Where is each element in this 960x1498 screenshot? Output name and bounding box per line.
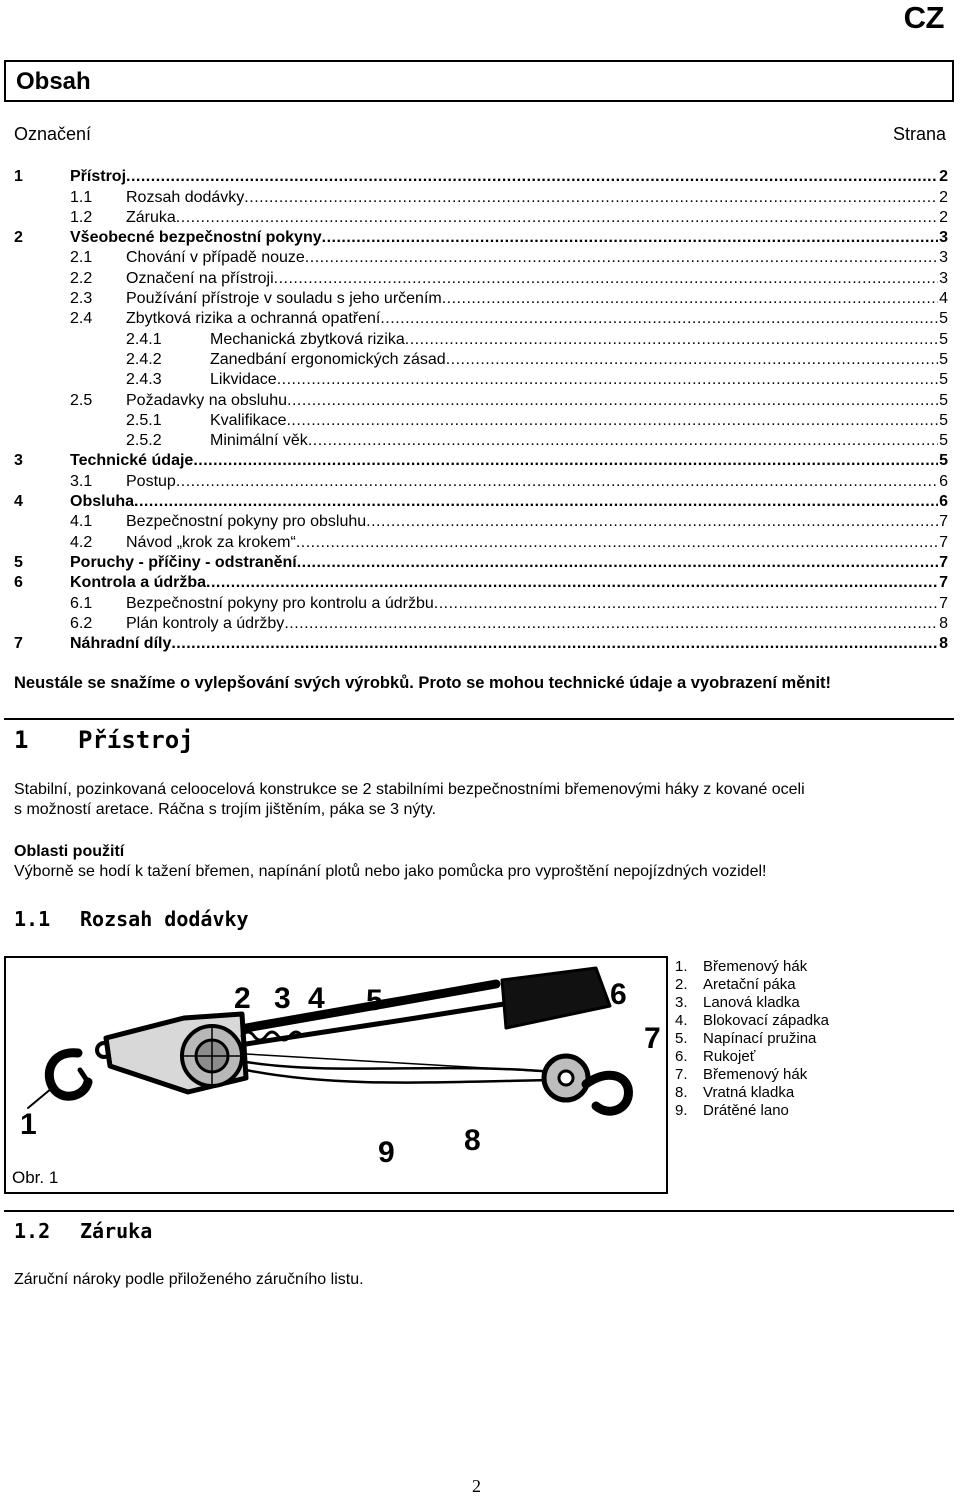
toc-entry-label: Zanedbání ergonomických zásad	[210, 350, 446, 368]
toc-entry-number: 2.5	[70, 391, 93, 409]
toc-dot-leader	[380, 309, 938, 328]
table-of-contents	[14, 166, 948, 653]
section-divider	[4, 1210, 954, 1212]
legend-item-number: 1.	[675, 958, 688, 975]
toc-entry-page: 3	[939, 269, 948, 287]
toc-entry[interactable]	[14, 511, 948, 531]
toc-entry-number: 7	[14, 635, 23, 653]
toc-entry-page: 5	[939, 330, 948, 348]
toc-dot-leader	[442, 289, 938, 308]
toc-entry[interactable]	[14, 531, 948, 551]
toc-dot-leader	[434, 594, 938, 613]
toc-dot-leader	[277, 370, 938, 389]
toc-entry-number: 1.1	[70, 188, 93, 206]
section-1-title: Přístroj	[78, 726, 194, 754]
toc-entry[interactable]	[14, 389, 948, 409]
toc-entry-page: 5	[939, 371, 948, 389]
legend-item-label: Blokovací západka	[703, 1012, 829, 1029]
legend-item-label: Rukojeť	[703, 1048, 756, 1065]
toc-dot-leader	[322, 228, 938, 247]
toc-column-label: Označení	[14, 124, 92, 144]
toc-dot-leader	[176, 472, 938, 491]
legend-item	[675, 1048, 829, 1066]
toc-entry-number: 2.4.2	[126, 350, 162, 368]
toc-dot-leader	[308, 431, 938, 450]
callout-1: 1	[20, 1108, 37, 1141]
toc-entry[interactable]	[14, 227, 948, 247]
description-line-1: Stabilní, pozinkovaná celoocelová konstrukce se 2 stabilními bezpečnostními břemenovými háky z kované oceli	[14, 781, 805, 798]
toc-entry-page: 5	[939, 391, 948, 409]
callout-2: 2	[234, 982, 251, 1015]
toc-entry-label: Všeobecné bezpečnostní pokyny	[70, 229, 322, 247]
toc-entry-page: 2	[939, 188, 948, 206]
toc-entry-number: 2.3	[70, 290, 93, 308]
toc-dot-leader	[274, 269, 938, 288]
contents-title: Obsah	[16, 68, 91, 95]
legend-item-number: 5.	[675, 1030, 688, 1047]
usage-block	[14, 842, 766, 882]
cable-puller-illustration	[6, 958, 666, 1192]
toc-entry[interactable]	[14, 186, 948, 206]
toc-dot-leader	[284, 614, 938, 633]
toc-entry[interactable]	[14, 349, 948, 369]
toc-entry-page: 4	[939, 290, 948, 308]
toc-entry-label: Technické údaje	[70, 452, 194, 470]
toc-entry[interactable]	[14, 207, 948, 227]
toc-entry-label: Rozsah dodávky	[126, 188, 245, 206]
warranty-text: Záruční nároky podle přiloženého záručního listu.	[14, 1271, 364, 1288]
legend-item	[675, 976, 829, 994]
toc-entry-label: Minimální věk	[210, 432, 308, 450]
toc-entry[interactable]	[14, 166, 948, 186]
callout-9: 9	[378, 1136, 395, 1169]
section-1-1-title: Rozsah dodávky	[80, 907, 249, 931]
toc-entry-label: Přístroj	[70, 168, 127, 186]
figure-legend	[675, 958, 829, 1120]
legend-item-label: Lanová kladka	[703, 994, 800, 1011]
usage-text: Výborně se hodí k tažení břemen, napínání plotů nebo jako pomůcka pro vyproštění nepojízdných vozidel!	[14, 863, 767, 880]
toc-entry-number: 2.1	[70, 249, 93, 267]
legend-item	[675, 1084, 829, 1102]
toc-entry-page: 2	[939, 208, 948, 226]
legend-item-label: Drátěné lano	[703, 1102, 789, 1119]
toc-entry-label: Poruchy - příčiny - odstranění	[70, 553, 297, 571]
toc-entry-label: Označení na přístroji	[126, 269, 274, 287]
section-1-1-number: 1.1	[14, 907, 51, 931]
toc-entry[interactable]	[14, 328, 948, 348]
toc-dot-leader	[126, 167, 938, 186]
legend-item-number: 6.	[675, 1048, 688, 1065]
toc-entry-label: Kontrola a údržba	[70, 574, 207, 592]
legend-item-number: 9.	[675, 1102, 688, 1119]
toc-entry-label: Likvidace	[210, 371, 277, 389]
toc-entry-page: 6	[939, 472, 948, 490]
section-1-description	[14, 780, 805, 820]
toc-entry-page: 5	[939, 411, 948, 429]
toc-entry-number: 4	[14, 493, 23, 511]
toc-entry[interactable]	[14, 247, 948, 267]
toc-entry-page: 5	[939, 452, 948, 470]
toc-dot-leader	[366, 512, 938, 531]
toc-entry[interactable]	[14, 450, 948, 470]
toc-entry[interactable]	[14, 633, 948, 653]
section-divider	[4, 718, 954, 720]
section-1-2-title: Záruka	[80, 1219, 153, 1243]
change-notice: Neustále se snažíme o vylepšování svých výrobků. Proto se mohou technické údaje a vyobrazení měnit!	[14, 674, 832, 692]
toc-entry-label: Bezpečnostní pokyny pro kontrolu a údržbu	[126, 594, 434, 612]
toc-entry[interactable]	[14, 613, 948, 633]
page-number: 2	[472, 1476, 481, 1496]
toc-entry[interactable]	[14, 369, 948, 389]
toc-entry-page: 3	[939, 229, 948, 247]
toc-entry-number: 5	[14, 553, 23, 571]
toc-dot-leader	[176, 208, 938, 227]
toc-entry-page: 3	[939, 249, 948, 267]
toc-entry-number: 6.2	[70, 614, 93, 632]
legend-item	[675, 958, 829, 976]
toc-entry-label: Používání přístroje v souladu s jeho určením	[126, 290, 442, 308]
toc-page-label: Strana	[892, 124, 946, 144]
legend-item-number: 2.	[675, 976, 688, 993]
toc-dot-leader	[193, 451, 938, 470]
toc-dot-leader	[297, 553, 938, 572]
legend-item-label: Břemenový hák	[703, 1066, 808, 1083]
legend-item-number: 4.	[675, 1012, 688, 1029]
toc-dot-leader	[206, 573, 938, 592]
callout-4: 4	[308, 982, 325, 1015]
legend-item-label: Vratná kladka	[703, 1084, 795, 1101]
figure-box	[4, 956, 668, 1194]
toc-entry-label: Mechanická zbytková rizika	[210, 330, 405, 348]
toc-dot-leader	[287, 391, 938, 410]
toc-entry[interactable]	[14, 288, 948, 308]
figure-caption: Obr. 1	[12, 1168, 59, 1187]
legend-item	[675, 1030, 829, 1048]
toc-entry-label: Postup	[126, 472, 176, 490]
legend-item	[675, 994, 829, 1012]
toc-entry-page: 7	[939, 594, 948, 612]
legend-item-number: 8.	[675, 1084, 688, 1101]
toc-entry-number: 3	[14, 452, 23, 470]
toc-entry-page: 7	[939, 533, 948, 551]
toc-entry-page: 7	[939, 574, 948, 592]
toc-entry-number: 2.4.3	[126, 371, 162, 389]
legend-item	[675, 1102, 829, 1120]
toc-entry-number: 2.2	[70, 269, 93, 287]
callout-8: 8	[464, 1124, 481, 1157]
toc-entry-number: 6	[14, 574, 23, 592]
toc-entry[interactable]	[14, 470, 948, 490]
callout-3: 3	[274, 982, 291, 1015]
toc-dot-leader	[171, 634, 938, 653]
legend-item-label: Aretační páka	[703, 976, 796, 993]
legend-item	[675, 1066, 829, 1084]
toc-entry-page: 7	[939, 553, 948, 571]
section-1-2-number: 1.2	[14, 1219, 51, 1243]
toc-entry-number: 4.2	[70, 533, 93, 551]
toc-entry[interactable]	[14, 572, 948, 592]
toc-entry-label: Chování v případě nouze	[126, 249, 305, 267]
toc-entry-page: 2	[939, 168, 948, 186]
section-1-2-heading	[14, 1219, 152, 1243]
legend-item-number: 7.	[675, 1066, 688, 1083]
toc-entry-label: Plán kontroly a údržby	[126, 614, 285, 632]
toc-entry-number: 2.4.1	[126, 330, 162, 348]
toc-entry-number: 2.5.1	[126, 411, 162, 429]
legend-item-number: 3.	[675, 994, 688, 1011]
toc-entry[interactable]	[14, 491, 948, 511]
toc-entry-label: Obsluha	[70, 493, 135, 511]
toc-entry-page: 8	[939, 635, 948, 653]
section-1-1-heading	[14, 907, 249, 931]
toc-entry-label: Záruka	[126, 208, 176, 226]
toc-entry-number: 3.1	[70, 472, 93, 490]
toc-entry-number: 2.5.2	[126, 432, 162, 450]
toc-entry[interactable]	[14, 267, 948, 287]
toc-entry-number: 2	[14, 229, 23, 247]
toc-entry-number: 1.2	[70, 208, 93, 226]
toc-entry-page: 8	[939, 614, 948, 632]
legend-item-label: Břemenový hák	[703, 958, 808, 975]
toc-entry[interactable]	[14, 592, 948, 612]
toc-entry[interactable]	[14, 308, 948, 328]
toc-entry[interactable]	[14, 552, 948, 572]
toc-entry-number: 2.4	[70, 310, 93, 328]
toc-entry-label: Návod „krok za krokem“	[126, 533, 296, 551]
toc-entry-page: 7	[939, 513, 948, 531]
toc-entry-number: 1	[14, 168, 23, 186]
callout-7: 7	[644, 1022, 661, 1055]
toc-dot-leader	[305, 248, 938, 267]
section-1-heading	[14, 726, 194, 754]
toc-dot-leader	[244, 188, 938, 207]
language-code: CZ	[903, 0, 944, 35]
callout-5: 5	[366, 984, 383, 1017]
contents-title-box	[4, 60, 954, 102]
section-1-number: 1	[14, 726, 29, 754]
toc-dot-leader	[286, 411, 938, 430]
toc-entry-label: Zbytková rizika a ochranná opatření	[126, 310, 381, 328]
toc-entry-number: 4.1	[70, 513, 93, 531]
toc-entry[interactable]	[14, 430, 948, 450]
legend-item-label: Napínací pružina	[703, 1030, 817, 1047]
toc-entry-label: Požadavky na obsluhu	[126, 391, 287, 409]
toc-entry-page: 5	[939, 432, 948, 450]
toc-entry[interactable]	[14, 410, 948, 430]
toc-entry-page: 5	[939, 350, 948, 368]
toc-dot-leader	[405, 330, 938, 349]
toc-entry-page: 5	[939, 310, 948, 328]
toc-dot-leader	[446, 350, 938, 369]
description-line-2: s možností aretace. Ráčna s trojím jištěním, páka se 3 nýty.	[14, 801, 437, 818]
legend-item	[675, 1012, 829, 1030]
toc-dot-leader	[134, 492, 938, 511]
callout-6: 6	[610, 978, 627, 1011]
toc-entry-label: Náhradní díly	[70, 635, 172, 653]
toc-entry-page: 6	[939, 493, 948, 511]
toc-entry-label: Kvalifikace	[210, 411, 287, 429]
toc-dot-leader	[296, 533, 938, 552]
toc-entry-label: Bezpečnostní pokyny pro obsluhu	[126, 513, 367, 531]
usage-heading: Oblasti použití	[14, 843, 125, 860]
toc-entry-number: 6.1	[70, 594, 93, 612]
